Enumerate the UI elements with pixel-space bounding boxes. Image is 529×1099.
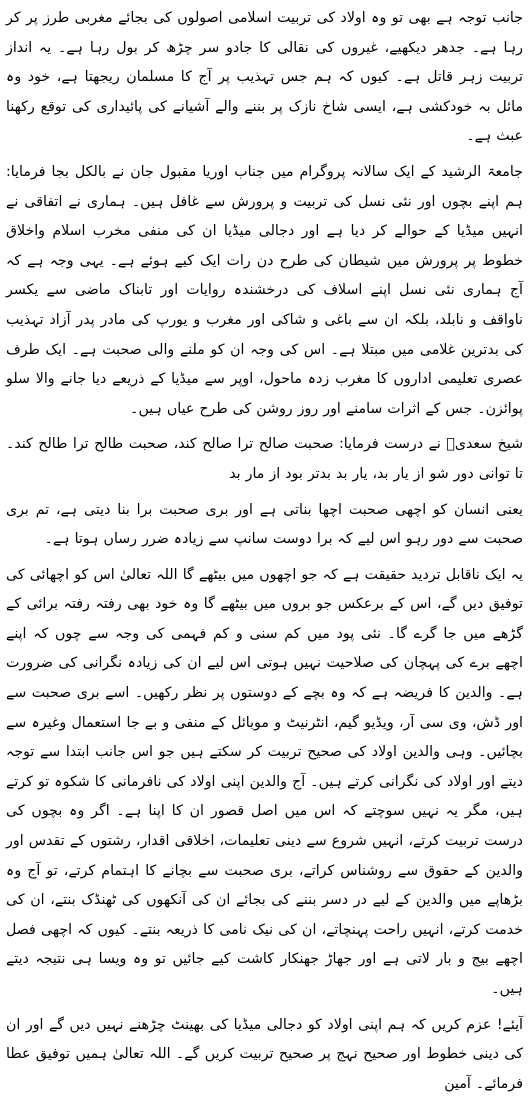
paragraph-orya-maqbool-jan-quote: جامعۃ الرشید کے ایک سالانہ پروگرام میں جناب اوریا مقبول جان نے بالکل بجا فرمایا: ہم اپنے بچوں اور نئی نسل کی تربیت و پرورش سے غافل ہیں۔ ہماری نے اتفاقی نے انہیں میڈیا کے حوالے کر دیا ہے اور دجالی میڈیا ان کی منفی مخرب اسلام واخلاق خطوط پر پرورش میں شیطان کی طرح دن رات ایک کیے ہوئے ہے۔ یہی وجہ ہے کہ آج ہماری نئی نسل اپنے اسلاف کی درخشندہ روایات اور تابناک ماضی سے یکسر ناواقف و نابلد، بلکہ ان سے باغی و شاکی اور مغرب و یورپ کی مادر پدر آزاد تہذیب کی بدترین غلامی میں مبتلا ہے۔ اس کی وجہ ان کو ملنے والی صحبت ہے۔ ایک طرف عصری تعلیمی اداروں کا مغرب زدہ ماحول، اوپر سے میڈیا کے ذریعے دیا جانے والا سلو پوائزن۔ جس کے اثرات سامنے اور روز روشن کی طرح عیاں ہیں۔ bbox=[6, 163, 523, 417]
paragraph-sheikh-saadi-verse: شیخ سعدیؒ نے درست فرمایا: صحبت صالح ترا صالح کند، صحبت طالح ترا طالح کند۔ تا توانی دور شو از یار بد، یار بد بدتر بود از مار بد bbox=[6, 436, 523, 482]
paragraph-parenting-western-style: جانب توجہ ہے بھی تو وہ اولاد کی تربیت اسلامی اصولوں کی بجائے مغربی طرز پر کر رہا ہے۔ جدھر دیکھیے، غیروں کی نقالی کا جادو سر چڑھ کر بول رہا ہے۔ یہ انداز تربیت زہر قاتل ہے۔ کیوں کہ ہم جس تہذیب پر آج کا مسلمان ریجھتا ہے، خود وہ مائل بہ خودکشی ہے، ایسی شاخ نازک پر بننے والے آشیانے کی پائیداری کی توقع رکھنا عبث ہے۔ bbox=[6, 10, 523, 145]
paragraph-company-and-parents-duty: یہ ایک ناقابل تردید حقیقت ہے کہ جو اچھوں میں بیٹھے گا اللہ تعالیٰ اس کو اچھائی کی توفیق دیں گے، اس کے برعکس جو بروں میں بیٹھے گا وہ خود بھی رفتہ رفتہ برائی کے گڑھے میں جا گرے گا۔ نئی پود میں کم سنی و کم فہمی کی وجہ سے چوں کہ اپنے اچھے برے کی پہچان کی صلاحیت نہیں ہوتی اس لیے ان کی زیادہ نگرانی کی ضرورت ہے۔ والدین کا فریضہ ہے کہ وہ بچے کے دوستوں پر نظر رکھیں۔ اسے بری صحبت سے اور ڈش، وی سی آر، ویڈیو گیم، انٹرنیٹ و موبائل کے منفی و بے جا استعمال وغیرہ سے بچائیں۔ وہی والدین اولاد کی صحیح تربیت کر سکتے ہیں جو اس جانب ابتدا سے توجہ دیتے اور اولاد کی نگرانی کرتے ہیں۔ آج والدین اپنی اولاد کی نافرمانی کا شکوہ تو کرتے ہیں، مگر یہ نہیں سوچتے کہ اس میں اصل قصور ان کا اپنا ہے۔ اگر وہ بچوں کی درست تربیت کرتے، انہیں شروع سے دینی تعلیمات، اخلاقی اقدار، رشتوں کے تقدس اور والدین کے حقوق سے روشناس کراتے، بری صحبت سے بچانے کا اہتمام کرتے، تو آج وہ بڑھاپے میں والدین کے لیے در دسر بننے کی بجائے ان کی آنکھوں کی ٹھنڈک بنتے، ان کی خدمت کرتے، انہیں راحت پہنچاتے، ان کی نیک نامی کا ذریعہ بنتے۔ کیوں کہ اچھی فصل اچھے بیج و بار لاتی ہے اور جھاڑ جھنکار کاشت کیے جائیں تو وہ ویسا ہی نتیجہ دیتے ہیں۔ bbox=[6, 566, 523, 997]
paragraph-closing-resolution: آیئے! عزم کریں کہ ہم اپنی اولاد کو دجالی میڈیا کی بھینٹ چڑھنے نہیں دیں گے اور ان کی دینی خطوط اور صحیح نہج پر صحیح تربیت کریں گے۔ اللہ تعالیٰ ہمیں توفیق عطا فرمائے۔ آمین bbox=[6, 1016, 523, 1092]
paragraph-verse-translation: یعنی انسان کو اچھی صحبت اچھا بناتی ہے اور بری صحبت برا بنا دیتی ہے، تم بری صحبت سے دور رہو اس لیے کہ برا دوست سانپ سے زیادہ ضرر رساں ہوتا ہے۔ bbox=[6, 501, 523, 548]
